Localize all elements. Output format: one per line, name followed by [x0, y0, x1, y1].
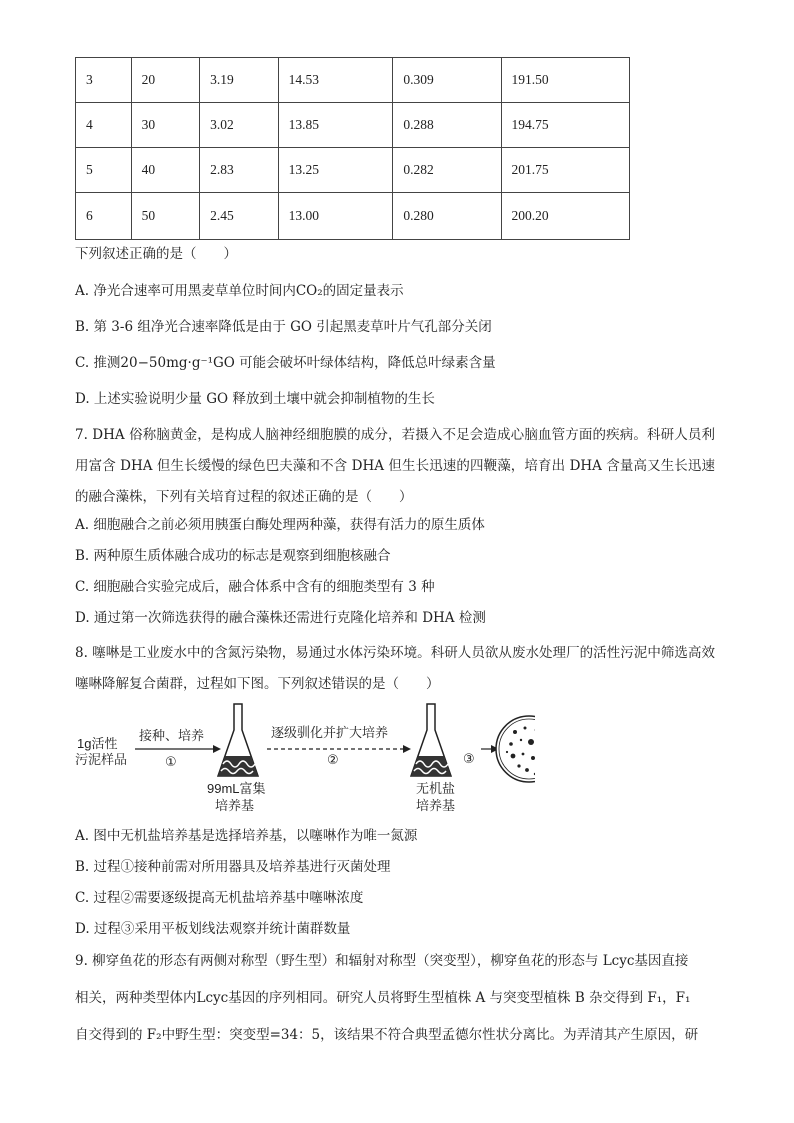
- table-cell: 200.20: [501, 193, 630, 240]
- table-row: [76, 193, 630, 240]
- question-6-option-d: D. 上述实验说明少量 GO 释放到土壤中就会抑制植物的生长: [75, 391, 435, 407]
- question-9-line-1: 9. 柳穿鱼花的形态有两侧对称型（野生型）和辐射对称型（突变型），柳穿鱼花的形态与 Lcyc基因直接: [75, 953, 689, 969]
- question-6-option-c: C. 推测20−50mg·g⁻¹GO 可能会破坏叶绿体结构，降低总叶绿素含量: [75, 355, 496, 371]
- table-row: [76, 103, 630, 148]
- table-row: [76, 58, 630, 103]
- table-cell: 0.280: [393, 193, 501, 240]
- table-cell: 0.282: [393, 148, 501, 193]
- question-6-option-a: A. 净光合速率可用黑麦草单位时间内CO₂的固定量表示: [75, 283, 404, 299]
- table-cell: 2.83: [200, 148, 279, 193]
- table-cell: 3.02: [200, 103, 279, 148]
- table-cell: 2.45: [200, 193, 279, 240]
- table-cell: 14.53: [278, 58, 393, 103]
- flask-enrichment-icon: [218, 704, 258, 776]
- flask-2-label-2: 培养基: [416, 798, 456, 813]
- table-cell: 40: [131, 148, 199, 193]
- step-1-label: 接种、培养: [139, 728, 205, 743]
- flask-2-label-1: 无机盐: [416, 781, 456, 796]
- step-3-number: ③: [463, 751, 475, 766]
- table-cell: 194.75: [501, 103, 630, 148]
- data-table: [75, 57, 630, 240]
- question-6-option-b: B. 第 3-6 组净光合速率降低是由于 GO 引起黑麦草叶片气孔部分关闭: [75, 319, 492, 335]
- flask-1-label-1: 99mL富集: [207, 781, 266, 796]
- table-cell: 50: [131, 193, 199, 240]
- question-8-option-a: A. 图中无机盐培养基是选择培养基，以噻啉作为唯一氮源: [75, 828, 418, 844]
- table-cell: 191.50: [501, 58, 630, 103]
- question-7-option-d: D. 通过第一次筛选获得的融合藻株还需进行克隆化培养和 DHA 检测: [75, 610, 486, 626]
- table-cell: 13.25: [278, 148, 393, 193]
- step-2-label: 逐级驯化并扩大培养: [271, 725, 389, 740]
- flask-mineral-icon: [411, 704, 451, 776]
- arrow-2-head: [403, 745, 411, 753]
- table-cell: 201.75: [501, 148, 630, 193]
- table-cell: 30: [131, 103, 199, 148]
- sample-label-1: 1g活性: [77, 736, 118, 751]
- step-1-number: ①: [165, 754, 177, 769]
- table-cell: 6: [76, 193, 132, 240]
- question-8-option-b: B. 过程①接种前需对所用器具及培养基进行灭菌处理: [75, 859, 391, 875]
- process-diagram: [75, 700, 535, 820]
- table-cell: 3.19: [200, 58, 279, 103]
- table-cell: 4: [76, 103, 132, 148]
- table-cell: 20: [131, 58, 199, 103]
- question-7-option-c: C. 细胞融合实验完成后，融合体系中含有的细胞类型有 3 种: [75, 579, 435, 595]
- table-cell: 0.309: [393, 58, 501, 103]
- question-8-stem: 8. 噻啉是工业废水中的含氮污染物，易通过水体污染环境。科研人员欲从废水处理厂的活性污泥中筛选高效噻啉降解复合菌群，过程如下图。下列叙述错误的是（ ）: [75, 645, 715, 692]
- petri-dish-icon: [496, 716, 535, 782]
- table-cell: 3: [76, 58, 132, 103]
- question-7-stem: 7. DHA 俗称脑黄金，是构成人脑神经细胞膜的成分，若摄入不足会造成心脑血管方面的疾病。科研人员利用富含 DHA 但生长缓慢的绿色巴夫藻和不含 DHA 但生长迅速的四鞭藻，培育出 DHA 含量高又生长迅速的融合藻株，下列有关培育过程的叙述正确的是（ ）: [75, 427, 715, 505]
- table-row: [76, 148, 630, 193]
- table-cell: 13.85: [278, 103, 393, 148]
- table-cell: 13.00: [278, 193, 393, 240]
- question-8-option-d: D. 过程③采用平板划线法观察并统计菌群数量: [75, 921, 351, 937]
- question-8-option-c: C. 过程②需要逐级提高无机盐培养基中噻啉浓度: [75, 890, 364, 906]
- question-9-line-3: 自交得到的 F₂中野生型：突变型=34：5，该结果不符合典型孟德尔性状分离比。为弄清其产生原因，研: [75, 1027, 699, 1043]
- flask-1-label-2: 培养基: [215, 798, 255, 813]
- arrow-1-head: [213, 745, 221, 753]
- table-cell: 0.288: [393, 103, 501, 148]
- question-6-stem: 下列叙述正确的是（ ）: [75, 246, 237, 262]
- question-7-option-a: A. 细胞融合之前必须用胰蛋白酶处理两种藻，获得有活力的原生质体: [75, 517, 485, 533]
- table-cell: 5: [76, 148, 132, 193]
- question-7-option-b: B. 两种原生质体融合成功的标志是观察到细胞核融合: [75, 548, 391, 564]
- step-2-number: ②: [327, 752, 339, 767]
- sample-label-2: 污泥样品: [75, 752, 128, 767]
- question-9-line-2: 相关，两种类型体内Lcyc基因的序列相同。研究人员将野生型植株 A 与突变型植株 B 杂交得到 F₁，F₁: [75, 990, 691, 1006]
